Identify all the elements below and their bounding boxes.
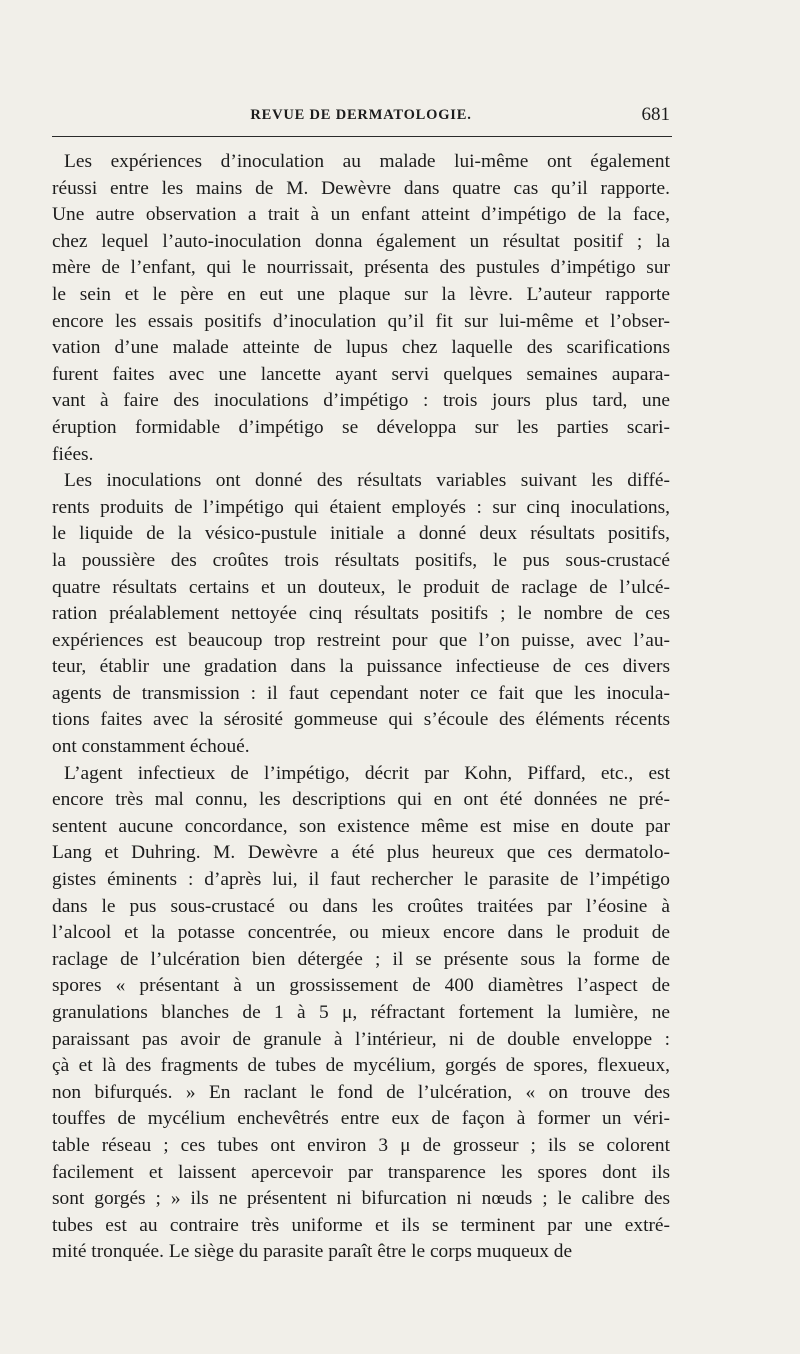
body-text [52,149,670,1266]
text-line: çà et là des fragments de tubes de mycélium, gorgés de spores, flexueux, [52,1055,670,1077]
text-line: touffes de mycélium enchevêtrés entre eux de façon à former un véri- [52,1108,670,1130]
text-line: encore très mal connu, les descriptions qui en ont été données ne pré- [52,789,670,811]
paragraph [52,761,670,1266]
text-line: tubes est au contraire très uniforme et ils se terminent par une extré- [52,1214,670,1236]
text-line: non bifurqués. » En raclant le fond de l’ulcération, « on trouve des [52,1081,670,1103]
text-line: Les expériences d’inoculation au malade lui-même ont également [64,151,670,172]
text-line: le liquide de la vésico-pustule initiale a donné deux résultats positifs, [52,523,670,545]
text-line: rents produits de l’impétigo qui étaient employés : sur cinq inoculations, [52,496,670,518]
text-line: paraissant pas avoir de granule à l’intérieur, ni de double enveloppe : [52,1028,670,1050]
running-head [52,104,670,128]
text-line: mère de l’enfant, qui le nourrissait, présenta des pustules d’impétigo sur [52,257,670,279]
text-line: éruption formidable d’impétigo se développa sur les parties scari- [52,416,670,438]
text-line: Lang et Duhring. M. Dewèvre a été plus heureux que ces dermatolo- [52,842,670,864]
text-line: le sein et le père en eut une plaque sur la lèvre. L’auteur rapporte [52,283,670,305]
text-line: gistes éminents : d’après lui, il faut rechercher le parasite de l’impétigo [52,869,670,891]
text-line: sont gorgés ; » ils ne présentent ni bifurcation ni nœuds ; le calibre des [52,1188,670,1210]
text-line: ration préalablement nettoyée cinq résultats positifs ; le nombre de ces [52,603,670,625]
text-line: furent faites avec une lancette ayant servi quelques semaines aupara- [52,363,670,385]
text-line: la poussière des croûtes trois résultats positifs, le pus sous-crustacé [52,549,670,571]
text-line: fiées. [52,443,94,465]
text-line: Les inoculations ont donné des résultats variables suivant les diffé- [64,470,670,492]
text-line: réussi entre les mains de M. Dewèvre dans quatre cas qu’il rapporte. [52,177,670,199]
text-line: sentent aucune concordance, son existence même est mise en doute par [52,815,670,837]
text-line: vation d’une malade atteinte de lupus chez laquelle des scarifications [52,337,670,359]
text-line: table réseau ; ces tubes ont environ 3 μ de grosseur ; ils se colorent [52,1134,670,1156]
text-line: raclage de l’ulcération bien détergée ; il se présente sous la forme de [52,948,670,970]
text-line: expériences est beaucoup trop restreint pour que l’on puisse, avec l’au- [52,629,670,651]
paragraph [52,149,670,468]
text-line: granulations blanches de 1 à 5 μ, réfractant fortement la lumière, ne [52,1002,670,1023]
text-line: L’agent infectieux de l’impétigo, décrit par Kohn, Piffard, etc., est [64,762,670,784]
text-line: mité tronquée. Le siège du parasite paraît être le corps muqueux de [52,1241,573,1263]
text-line: dans le pus sous-crustacé ou dans les croûtes traitées par l’éosine à [52,895,670,917]
text-line: Une autre observation a trait à un enfant atteint d’impétigo de la face, [52,204,670,226]
text-line: tions faites avec la sérosité gommeuse qui s’écoule des éléments récents [52,709,670,731]
page-number: 681 [641,104,670,125]
text-line: chez lequel l’auto-inoculation donna également un résultat positif ; la [52,230,670,252]
text-line: l’alcool et la potasse concentrée, ou mieux encore dans le produit de [52,922,670,944]
text-line: teur, établir une gradation dans la puissance infectieuse de ces divers [52,656,670,678]
text-line: spores « présentant à un grossissement de 400 diamètres l’aspect de [52,975,670,997]
text-line: facilement et laissent apercevoir par transparence les spores dont ils [52,1161,670,1183]
text-line: vant à faire des inoculations d’impétigo : trois jours plus tard, une [52,390,670,412]
text-line: agents de transmission : il faut cependant noter ce fait que les inocula- [52,682,670,704]
text-line: quatre résultats certains et un douteux, le produit de raclage de l’ulcé- [52,576,670,598]
running-title: REVUE DE DERMATOLOGIE. [250,107,472,123]
text-line: encore les essais positifs d’inoculation qu’il fit sur lui-même et l’obser- [52,310,670,332]
paragraph [52,468,670,761]
text-line: ont constamment échoué. [52,736,250,758]
header-rule [52,136,672,137]
